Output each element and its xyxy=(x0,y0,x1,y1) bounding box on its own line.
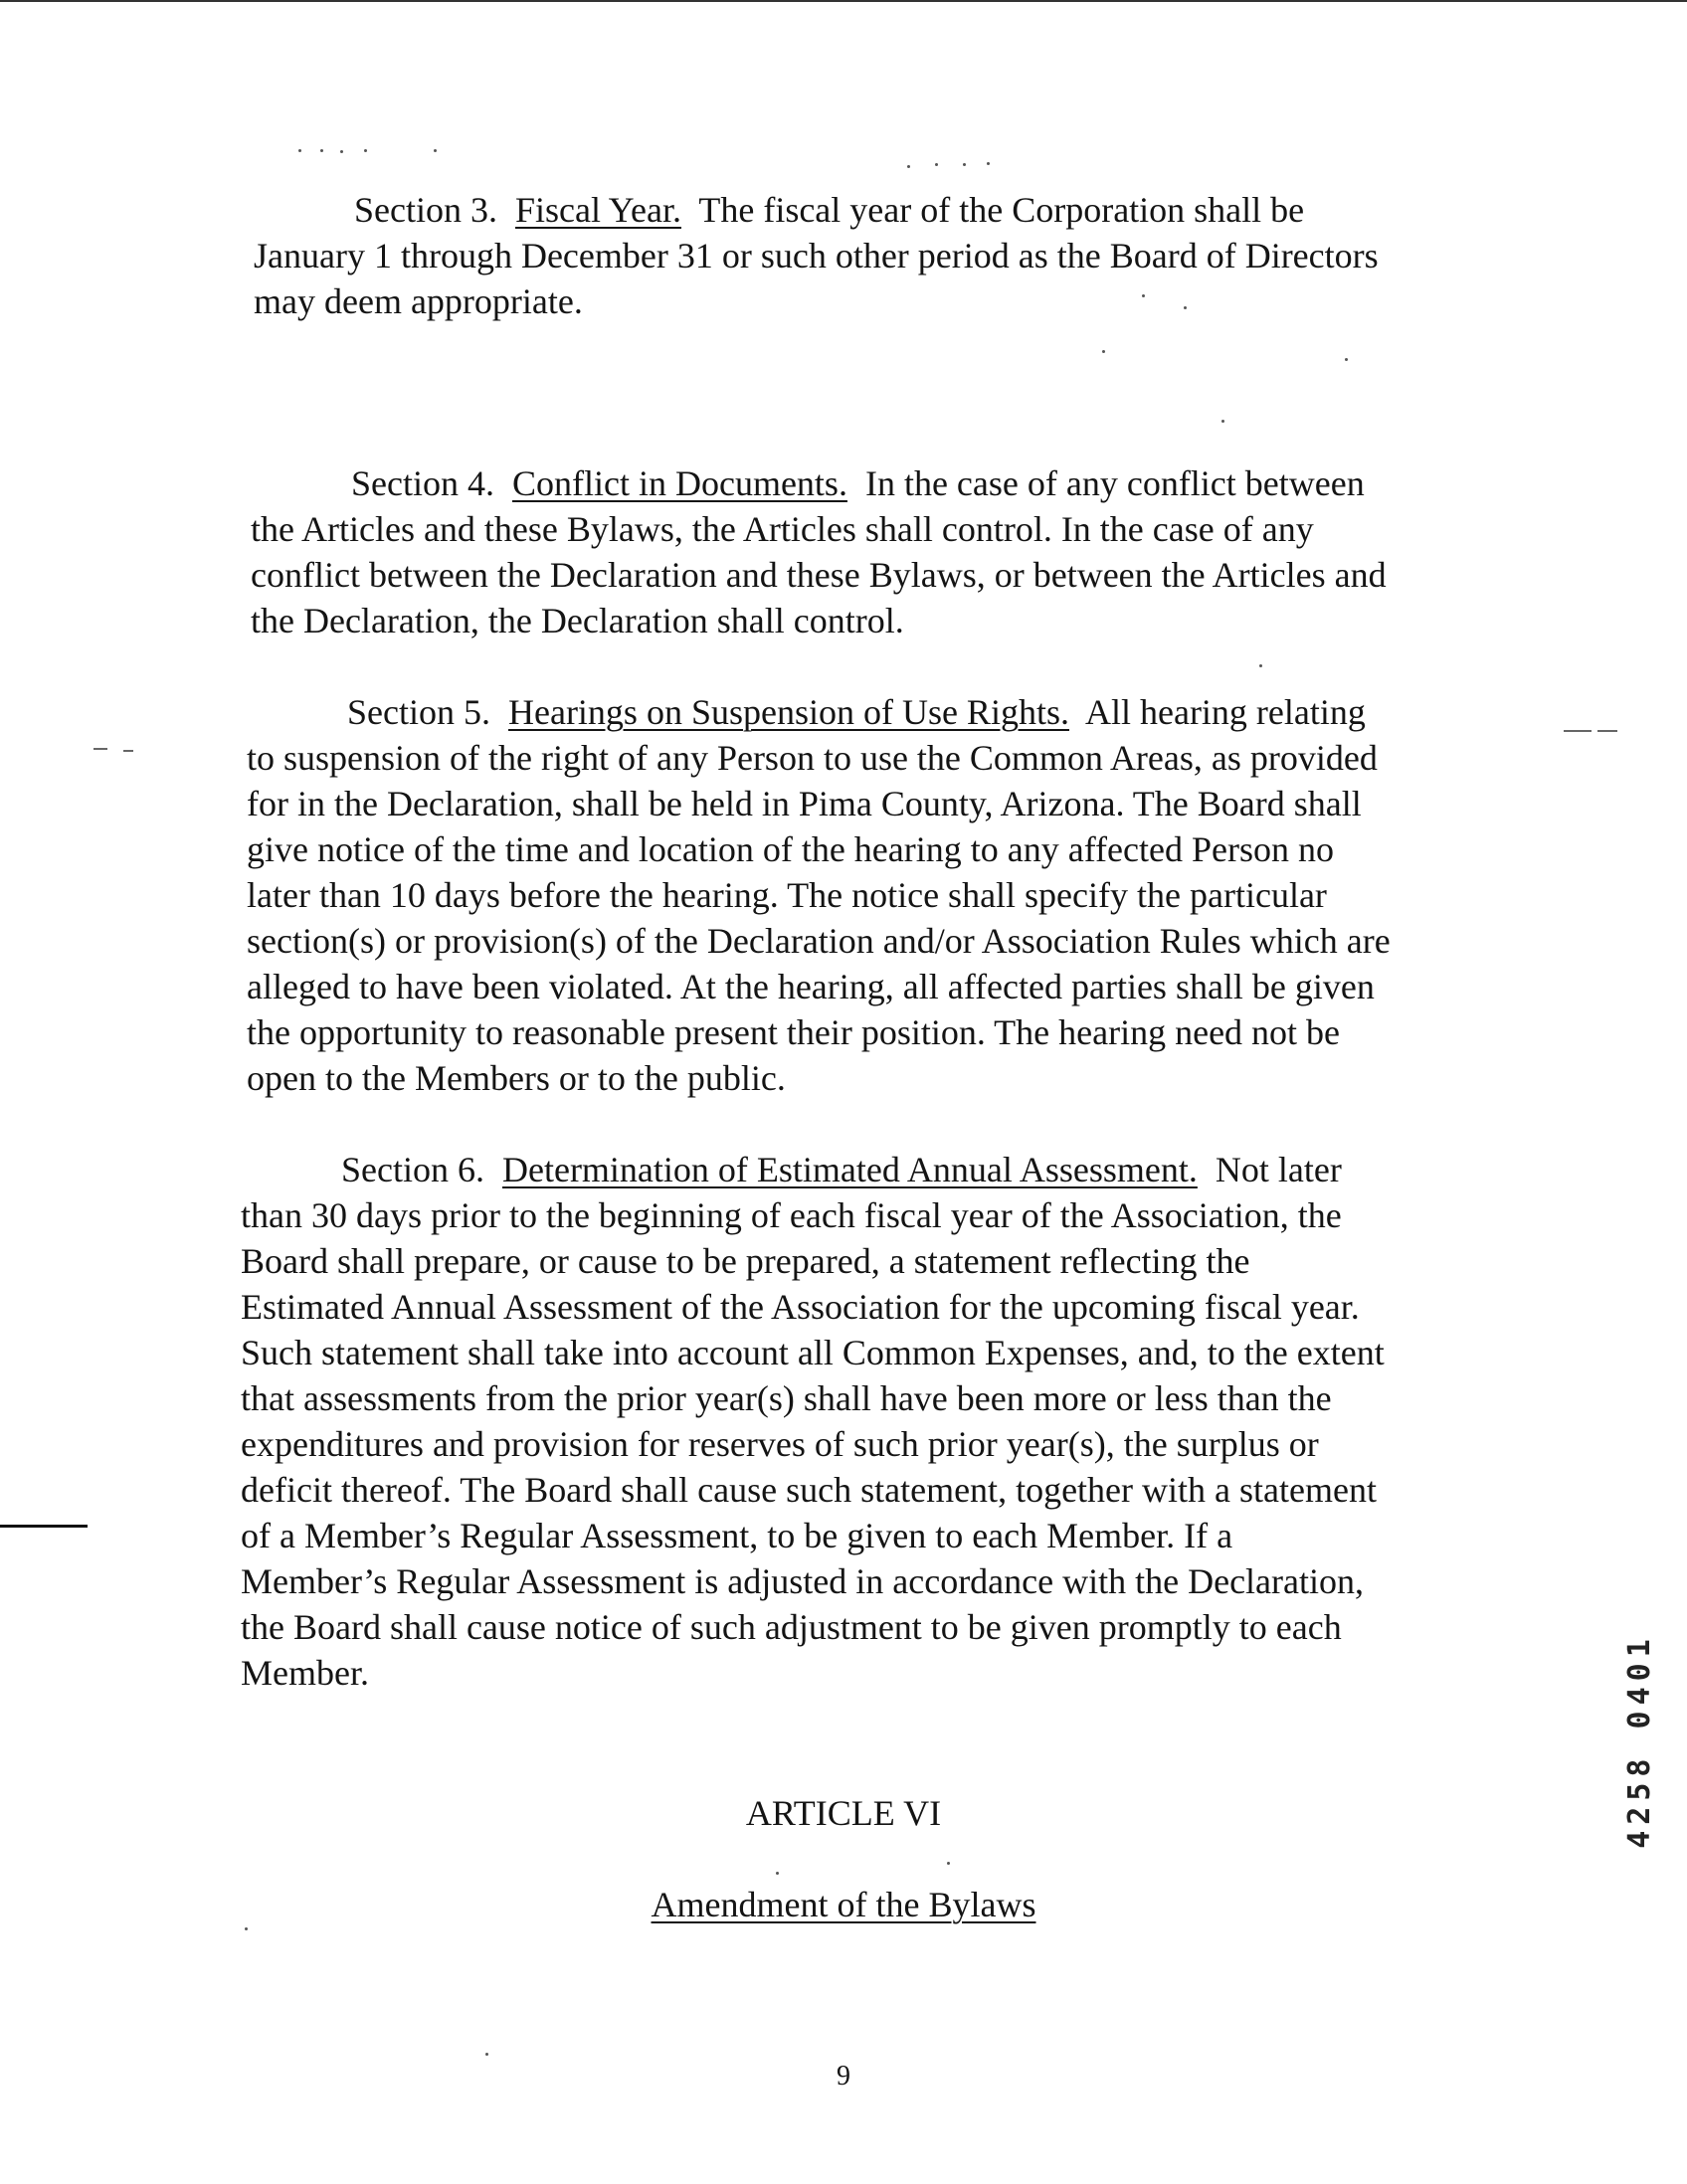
scan-dash-mark xyxy=(1564,730,1592,732)
section-6 xyxy=(241,1147,1385,1696)
section-3-text: The fiscal year of the Corporation shall be xyxy=(698,190,1305,230)
section-4 xyxy=(251,460,1387,643)
document-stamp-text: 4258 0401 xyxy=(1621,1632,1657,1849)
scan-speck xyxy=(320,149,323,152)
scan-dash-mark xyxy=(94,748,107,750)
section-6-text: Not later xyxy=(1215,1150,1342,1189)
section-5-first-line xyxy=(247,689,1391,735)
scan-speck xyxy=(485,2053,488,2056)
scan-speck xyxy=(364,149,367,152)
section-6-line: Estimated Annual Assessment of the Association for the upcoming fiscal year. xyxy=(241,1287,1360,1327)
section-6-heading: Determination of Estimated Annual Assessment. xyxy=(501,1150,1198,1189)
section-4-first-line xyxy=(251,460,1387,506)
section-4-line: the Declaration, the Declaration shall control. xyxy=(251,601,904,640)
scan-speck xyxy=(1102,350,1105,353)
section-3-line: may deem appropriate. xyxy=(254,281,583,321)
section-5-line: give notice of the time and location of the hearing to any affected Person no xyxy=(247,829,1334,869)
page-number: 9 xyxy=(837,2061,850,2092)
section-6-line: of a Member’s Regular Assessment, to be given to each Member. If a xyxy=(241,1516,1233,1555)
section-5-heading: Hearings on Suspension of Use Rights. xyxy=(507,692,1069,732)
scan-speck xyxy=(298,149,301,152)
scan-left-mark xyxy=(0,1525,88,1528)
scan-speck xyxy=(245,1927,248,1930)
section-4-lead: Section 4. xyxy=(351,463,494,503)
section-6-line: expenditures and provision for reserves of such prior year(s), the surplus or xyxy=(241,1424,1319,1464)
section-3-line: January 1 through December 31 or such other period as the Board of Directors xyxy=(254,236,1379,275)
section-4-line: conflict between the Declaration and these Bylaws, or between the Articles and xyxy=(251,555,1387,595)
section-6-line: Member’s Regular Assessment is adjusted in accordance with the Declaration, xyxy=(241,1561,1365,1601)
section-3-lead: Section 3. xyxy=(354,190,497,230)
scan-speck xyxy=(963,163,966,166)
section-6-line: deficit thereof. The Board shall cause such statement, together with a statement xyxy=(241,1470,1377,1510)
section-5 xyxy=(247,689,1391,1101)
section-4-line: the Articles and these Bylaws, the Articles shall control. In the case of any xyxy=(251,509,1314,549)
section-6-lead: Section 6. xyxy=(341,1150,484,1189)
scan-speck xyxy=(907,165,910,168)
section-6-line: Member. xyxy=(241,1653,369,1693)
article-subtitle-row xyxy=(0,1882,1687,1927)
document-stamp xyxy=(1619,1571,1659,1910)
section-5-line: to suspension of the right of any Person to use the Common Areas, as provided xyxy=(247,738,1378,778)
section-5-line: open to the Members or to the public. xyxy=(247,1058,786,1098)
scan-speck xyxy=(1221,420,1224,423)
scan-dash-mark xyxy=(123,750,133,752)
section-6-line: that assessments from the prior year(s) shall have been more or less than the xyxy=(241,1378,1332,1418)
scan-speck xyxy=(1259,664,1262,667)
section-5-lead: Section 5. xyxy=(347,692,490,732)
scan-speck xyxy=(340,150,343,153)
section-3 xyxy=(254,187,1379,324)
article-title: ARTICLE VI xyxy=(745,1793,942,1833)
scan-speck xyxy=(935,163,938,166)
section-6-line: the Board shall cause notice of such adjustment to be given promptly to each xyxy=(241,1607,1342,1647)
section-4-heading: Conflict in Documents. xyxy=(511,463,847,503)
scan-dash-mark xyxy=(1597,730,1617,732)
scan-speck xyxy=(1345,358,1348,361)
scan-speck xyxy=(776,1872,779,1875)
section-3-heading: Fiscal Year. xyxy=(514,190,681,230)
scan-speck xyxy=(434,149,437,152)
section-6-line: Board shall prepare, or cause to be prepared, a statement reflecting the xyxy=(241,1241,1250,1281)
section-4-text: In the case of any conflict between xyxy=(864,463,1365,503)
scan-speck xyxy=(947,1862,950,1865)
section-6-line: Such statement shall take into account all Common Expenses, and, to the extent xyxy=(241,1333,1385,1372)
section-5-line: alleged to have been violated. At the hearing, all affected parties shall be given xyxy=(247,967,1375,1006)
article-subtitle: Amendment of the Bylaws xyxy=(651,1885,1036,1924)
scan-top-edge xyxy=(0,0,1687,2)
scan-speck xyxy=(987,162,990,165)
section-5-line: for in the Declaration, shall be held in Pima County, Arizona. The Board shall xyxy=(247,784,1362,823)
section-5-line: section(s) or provision(s) of the Declaration and/or Association Rules which are xyxy=(247,921,1391,961)
section-5-text: All hearing relating xyxy=(1084,692,1366,732)
section-5-line: the opportunity to reasonable present their position. The hearing need not be xyxy=(247,1012,1341,1052)
section-3-first-line xyxy=(254,187,1379,233)
section-6-first-line xyxy=(241,1147,1385,1192)
section-5-line: later than 10 days before the hearing. The notice shall specify the particular xyxy=(247,875,1327,915)
section-6-line: than 30 days prior to the beginning of each fiscal year of the Association, the xyxy=(241,1195,1342,1235)
